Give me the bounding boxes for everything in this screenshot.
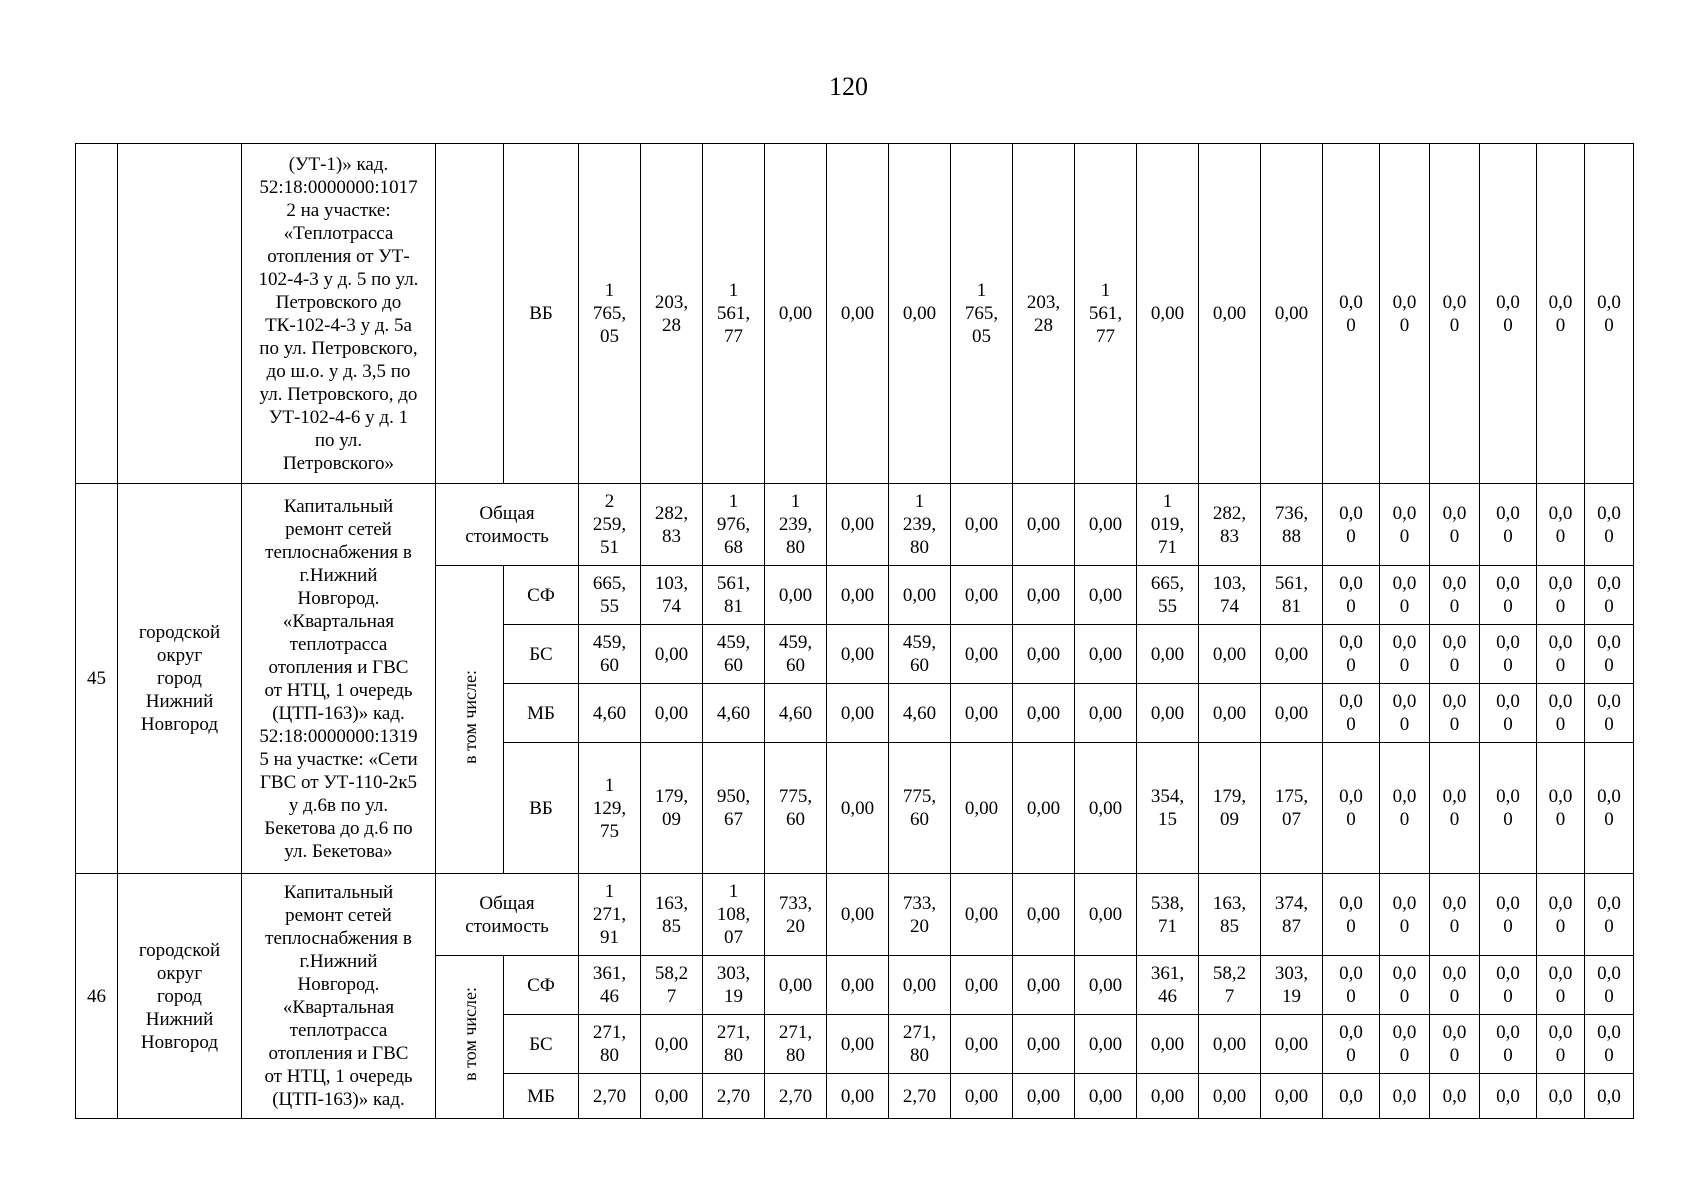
value-cell: 203, 28 bbox=[1013, 144, 1075, 484]
value-cell: 0,00 bbox=[765, 956, 827, 1015]
value-cell: 0,00 bbox=[951, 625, 1013, 684]
value-cell: 163, 85 bbox=[641, 874, 703, 956]
value-cell: 0,0 0 bbox=[1480, 1015, 1537, 1074]
value-cell: 0,0 0 bbox=[1585, 874, 1634, 956]
value-cell: 0,00 bbox=[827, 625, 889, 684]
value-cell: 0,00 bbox=[1013, 743, 1075, 874]
value-cell: 271, 80 bbox=[579, 1015, 641, 1074]
funding-source-cell: МБ bbox=[504, 1074, 579, 1119]
in-that-number-cell bbox=[436, 956, 504, 1119]
value-cell: 0,0 0 bbox=[1537, 484, 1585, 566]
value-cell: 0,0 0 bbox=[1323, 1015, 1380, 1074]
value-cell: 0,00 bbox=[827, 1074, 889, 1119]
value-cell: 271, 80 bbox=[765, 1015, 827, 1074]
value-cell: 0,0 0 bbox=[1323, 484, 1380, 566]
value-cell: 0,00 bbox=[1199, 1015, 1261, 1074]
funding-source-cell: БС bbox=[504, 1015, 579, 1074]
funding-source-cell: ВБ bbox=[504, 743, 579, 874]
number-cell bbox=[76, 144, 118, 484]
funding-source-cell: СФ bbox=[504, 566, 579, 625]
value-cell: 175, 07 bbox=[1261, 743, 1323, 874]
value-cell: 4,60 bbox=[579, 684, 641, 743]
funding-source-cell: СФ bbox=[504, 956, 579, 1015]
number-cell: 46 bbox=[76, 874, 118, 1119]
value-cell: 0,0 0 bbox=[1430, 144, 1480, 484]
value-cell: 4,60 bbox=[703, 684, 765, 743]
value-cell: 0,0 0 bbox=[1585, 684, 1634, 743]
value-cell: 0,0 0 bbox=[1480, 956, 1537, 1015]
value-cell: 2 259, 51 bbox=[579, 484, 641, 566]
value-cell: 0,00 bbox=[1075, 484, 1137, 566]
in-that-number-label: в том числе: bbox=[459, 669, 480, 764]
value-cell: 733, 20 bbox=[765, 874, 827, 956]
municipality-cell: городской округ город Нижний Новгород bbox=[118, 484, 242, 874]
value-cell: 0,00 bbox=[1199, 684, 1261, 743]
value-cell: 0,00 bbox=[827, 874, 889, 956]
value-cell: 0,0 0 bbox=[1480, 684, 1537, 743]
value-cell: 0,00 bbox=[1013, 874, 1075, 956]
value-cell: 0,00 bbox=[1137, 684, 1199, 743]
value-cell: 0,00 bbox=[1261, 684, 1323, 743]
value-cell: 0,0 0 bbox=[1380, 874, 1430, 956]
funding-source-cell: Общая стоимость bbox=[436, 484, 579, 566]
value-cell: 0,0 0 bbox=[1380, 1015, 1430, 1074]
value-cell: 0,0 0 bbox=[1480, 743, 1537, 874]
value-cell: 0,0 0 bbox=[1380, 625, 1430, 684]
in-that-number-cell bbox=[436, 566, 504, 874]
value-cell: 0,00 bbox=[1137, 1074, 1199, 1119]
value-cell: 0,0 0 bbox=[1323, 956, 1380, 1015]
value-cell: 0,00 bbox=[889, 566, 951, 625]
value-cell: 361, 46 bbox=[579, 956, 641, 1015]
value-cell: 0,0 0 bbox=[1480, 566, 1537, 625]
value-cell: 0,00 bbox=[1137, 1015, 1199, 1074]
value-cell: 0,0 0 bbox=[1537, 1015, 1585, 1074]
value-cell: 179, 09 bbox=[641, 743, 703, 874]
value-cell: 0,0 0 bbox=[1585, 1015, 1634, 1074]
in-that-number-cell bbox=[436, 144, 504, 484]
value-cell: 0,0 0 bbox=[1480, 874, 1537, 956]
value-cell: 0,0 0 bbox=[1380, 144, 1430, 484]
value-cell: 0,0 0 bbox=[1585, 743, 1634, 874]
value-cell: 0,00 bbox=[1137, 625, 1199, 684]
value-cell: 0,0 bbox=[1585, 1074, 1634, 1119]
value-cell: 1 129, 75 bbox=[579, 743, 641, 874]
value-cell: 0,00 bbox=[1013, 484, 1075, 566]
value-cell: 2,70 bbox=[889, 1074, 951, 1119]
value-cell: 0,0 0 bbox=[1430, 625, 1480, 684]
value-cell: 0,00 bbox=[951, 956, 1013, 1015]
value-cell: 0,0 0 bbox=[1480, 144, 1537, 484]
value-cell: 0,0 0 bbox=[1585, 566, 1634, 625]
value-cell: 736, 88 bbox=[1261, 484, 1323, 566]
value-cell: 0,00 bbox=[1075, 684, 1137, 743]
value-cell: 1 561, 77 bbox=[703, 144, 765, 484]
value-cell: 561, 81 bbox=[1261, 566, 1323, 625]
value-cell: 0,00 bbox=[951, 566, 1013, 625]
value-cell: 0,0 bbox=[1380, 1074, 1430, 1119]
value-cell: 0,00 bbox=[1137, 144, 1199, 484]
value-cell: 0,0 0 bbox=[1430, 874, 1480, 956]
value-cell: 103, 74 bbox=[1199, 566, 1261, 625]
value-cell: 0,0 0 bbox=[1380, 484, 1430, 566]
value-cell: 0,00 bbox=[765, 566, 827, 625]
value-cell: 282, 83 bbox=[1199, 484, 1261, 566]
value-cell: 303, 19 bbox=[703, 956, 765, 1015]
municipality-cell bbox=[118, 144, 242, 484]
value-cell: 459, 60 bbox=[579, 625, 641, 684]
value-cell: 0,0 0 bbox=[1380, 684, 1430, 743]
value-cell: 0,0 0 bbox=[1323, 144, 1380, 484]
value-cell: 0,00 bbox=[951, 874, 1013, 956]
value-cell: 0,0 0 bbox=[1537, 566, 1585, 625]
value-cell: 1 271, 91 bbox=[579, 874, 641, 956]
value-cell: 775, 60 bbox=[765, 743, 827, 874]
value-cell: 163, 85 bbox=[1199, 874, 1261, 956]
value-cell: 0,0 0 bbox=[1537, 625, 1585, 684]
value-cell: 58,2 7 bbox=[1199, 956, 1261, 1015]
value-cell: 0,0 bbox=[1430, 1074, 1480, 1119]
number-cell: 45 bbox=[76, 484, 118, 874]
value-cell: 0,00 bbox=[1075, 566, 1137, 625]
value-cell: 0,00 bbox=[641, 625, 703, 684]
value-cell: 4,60 bbox=[889, 684, 951, 743]
value-cell: 0,0 0 bbox=[1585, 956, 1634, 1015]
value-cell: 2,70 bbox=[579, 1074, 641, 1119]
value-cell: 0,0 0 bbox=[1323, 566, 1380, 625]
value-cell: 203, 28 bbox=[641, 144, 703, 484]
value-cell: 1 019, 71 bbox=[1137, 484, 1199, 566]
budget-table bbox=[75, 143, 1634, 1119]
funding-source-cell: ВБ bbox=[504, 144, 579, 484]
value-cell: 0,0 0 bbox=[1380, 956, 1430, 1015]
value-cell: 0,00 bbox=[641, 684, 703, 743]
value-cell: 0,00 bbox=[951, 1074, 1013, 1119]
value-cell: 1 108, 07 bbox=[703, 874, 765, 956]
table-row bbox=[76, 144, 1634, 484]
value-cell: 0,00 bbox=[827, 566, 889, 625]
value-cell: 0,0 0 bbox=[1430, 684, 1480, 743]
value-cell: 0,0 0 bbox=[1585, 484, 1634, 566]
value-cell: 0,0 0 bbox=[1480, 625, 1537, 684]
value-cell: 459, 60 bbox=[889, 625, 951, 684]
value-cell: 459, 60 bbox=[703, 625, 765, 684]
value-cell: 271, 80 bbox=[889, 1015, 951, 1074]
value-cell: 374, 87 bbox=[1261, 874, 1323, 956]
value-cell: 58,2 7 bbox=[641, 956, 703, 1015]
in-that-number-label: в том числе: bbox=[459, 987, 480, 1081]
value-cell: 0,0 0 bbox=[1430, 956, 1480, 1015]
value-cell: 303, 19 bbox=[1261, 956, 1323, 1015]
value-cell: 0,0 0 bbox=[1430, 484, 1480, 566]
value-cell: 0,00 bbox=[1075, 956, 1137, 1015]
value-cell: 0,00 bbox=[889, 144, 951, 484]
municipality-cell: городской округ город Нижний Новгород bbox=[118, 874, 242, 1119]
value-cell: 665, 55 bbox=[579, 566, 641, 625]
value-cell: 1 239, 80 bbox=[765, 484, 827, 566]
value-cell: 0,00 bbox=[641, 1015, 703, 1074]
value-cell: 0,0 0 bbox=[1480, 484, 1537, 566]
value-cell: 0,00 bbox=[951, 1015, 1013, 1074]
value-cell: 0,0 0 bbox=[1537, 956, 1585, 1015]
funding-source-cell: Общая стоимость bbox=[436, 874, 579, 956]
value-cell: 0,00 bbox=[1075, 1074, 1137, 1119]
value-cell: 354, 15 bbox=[1137, 743, 1199, 874]
value-cell: 2,70 bbox=[765, 1074, 827, 1119]
value-cell: 0,00 bbox=[1013, 684, 1075, 743]
value-cell: 0,00 bbox=[1075, 1015, 1137, 1074]
value-cell: 0,00 bbox=[765, 144, 827, 484]
value-cell: 0,0 0 bbox=[1323, 684, 1380, 743]
value-cell: 0,00 bbox=[889, 956, 951, 1015]
value-cell: 0,0 bbox=[1537, 1074, 1585, 1119]
value-cell: 0,0 0 bbox=[1323, 743, 1380, 874]
project-cell: (УТ-1)» кад. 52:18:0000000:1017 2 на участке: «Теплотрасса отопления от УТ- 102-4-3 у д. 5 по ул. Петровского до ТК-102-4-3 у д. 5а по ул. Петровского, до ш.о. у д. 3,5 по ул. Петровского, до УТ-102-4-6 у д. 1 по ул. Петровского» bbox=[242, 144, 436, 484]
value-cell: 0,0 0 bbox=[1323, 625, 1380, 684]
value-cell: 361, 46 bbox=[1137, 956, 1199, 1015]
table-row bbox=[76, 484, 1634, 566]
value-cell: 0,00 bbox=[641, 1074, 703, 1119]
value-cell: 459, 60 bbox=[765, 625, 827, 684]
value-cell: 0,00 bbox=[1013, 1015, 1075, 1074]
value-cell: 1 976, 68 bbox=[703, 484, 765, 566]
value-cell: 0,0 0 bbox=[1430, 566, 1480, 625]
value-cell: 561, 81 bbox=[703, 566, 765, 625]
value-cell: 1 765, 05 bbox=[951, 144, 1013, 484]
value-cell: 0,0 0 bbox=[1585, 625, 1634, 684]
value-cell: 0,00 bbox=[1075, 874, 1137, 956]
value-cell: 0,00 bbox=[951, 484, 1013, 566]
value-cell: 0,00 bbox=[1199, 144, 1261, 484]
value-cell: 665, 55 bbox=[1137, 566, 1199, 625]
value-cell: 0,00 bbox=[1075, 625, 1137, 684]
value-cell: 0,00 bbox=[1199, 625, 1261, 684]
value-cell: 282, 83 bbox=[641, 484, 703, 566]
value-cell: 0,00 bbox=[1261, 625, 1323, 684]
value-cell: 0,0 0 bbox=[1380, 743, 1430, 874]
value-cell: 0,00 bbox=[827, 956, 889, 1015]
value-cell: 0,00 bbox=[1261, 1015, 1323, 1074]
value-cell: 0,00 bbox=[1013, 625, 1075, 684]
project-cell: Капитальный ремонт сетей теплоснабжения в г.Нижний Новгород. «Квартальная теплотрасса отопления и ГВС от НТЦ, 1 очередь (ЦТП-163)» кад. 52:18:0000000:1319 5 на участке: «Сети ГВС от УТ-110-2к5 у д.6в по ул. Бекетова до д.6 по ул. Бекетова» bbox=[242, 484, 436, 874]
value-cell: 0,0 0 bbox=[1537, 684, 1585, 743]
value-cell: 950, 67 bbox=[703, 743, 765, 874]
value-cell: 0,00 bbox=[827, 1015, 889, 1074]
value-cell: 538, 71 bbox=[1137, 874, 1199, 956]
funding-source-cell: БС bbox=[504, 625, 579, 684]
value-cell: 1 239, 80 bbox=[889, 484, 951, 566]
value-cell: 1 765, 05 bbox=[579, 144, 641, 484]
value-cell: 0,0 0 bbox=[1430, 743, 1480, 874]
funding-source-cell: МБ bbox=[504, 684, 579, 743]
value-cell: 0,0 bbox=[1480, 1074, 1537, 1119]
value-cell: 0,0 0 bbox=[1537, 743, 1585, 874]
value-cell: 4,60 bbox=[765, 684, 827, 743]
value-cell: 0,00 bbox=[827, 484, 889, 566]
value-cell: 733, 20 bbox=[889, 874, 951, 956]
value-cell: 0,00 bbox=[951, 684, 1013, 743]
value-cell: 179, 09 bbox=[1199, 743, 1261, 874]
value-cell: 0,00 bbox=[1199, 1074, 1261, 1119]
page-number: 120 bbox=[829, 72, 868, 101]
value-cell: 0,00 bbox=[1013, 956, 1075, 1015]
table-row bbox=[76, 874, 1634, 956]
value-cell: 0,00 bbox=[827, 144, 889, 484]
value-cell: 0,00 bbox=[951, 743, 1013, 874]
value-cell: 0,00 bbox=[1013, 566, 1075, 625]
value-cell: 0,00 bbox=[827, 743, 889, 874]
value-cell: 2,70 bbox=[703, 1074, 765, 1119]
value-cell: 0,0 bbox=[1323, 1074, 1380, 1119]
value-cell: 0,00 bbox=[1013, 1074, 1075, 1119]
project-cell: Капитальный ремонт сетей теплоснабжения в г.Нижний Новгород. «Квартальная теплотрасса отопления и ГВС от НТЦ, 1 очередь (ЦТП-163)» кад. bbox=[242, 874, 436, 1119]
value-cell: 0,0 0 bbox=[1430, 1015, 1480, 1074]
value-cell: 0,0 0 bbox=[1585, 144, 1634, 484]
value-cell: 271, 80 bbox=[703, 1015, 765, 1074]
value-cell: 0,0 0 bbox=[1537, 144, 1585, 484]
value-cell: 775, 60 bbox=[889, 743, 951, 874]
value-cell: 103, 74 bbox=[641, 566, 703, 625]
value-cell: 0,0 0 bbox=[1537, 874, 1585, 956]
value-cell: 1 561, 77 bbox=[1075, 144, 1137, 484]
value-cell: 0,00 bbox=[1075, 743, 1137, 874]
value-cell: 0,0 0 bbox=[1323, 874, 1380, 956]
value-cell: 0,0 0 bbox=[1380, 566, 1430, 625]
value-cell: 0,00 bbox=[1261, 1074, 1323, 1119]
value-cell: 0,00 bbox=[1261, 144, 1323, 484]
value-cell: 0,00 bbox=[827, 684, 889, 743]
